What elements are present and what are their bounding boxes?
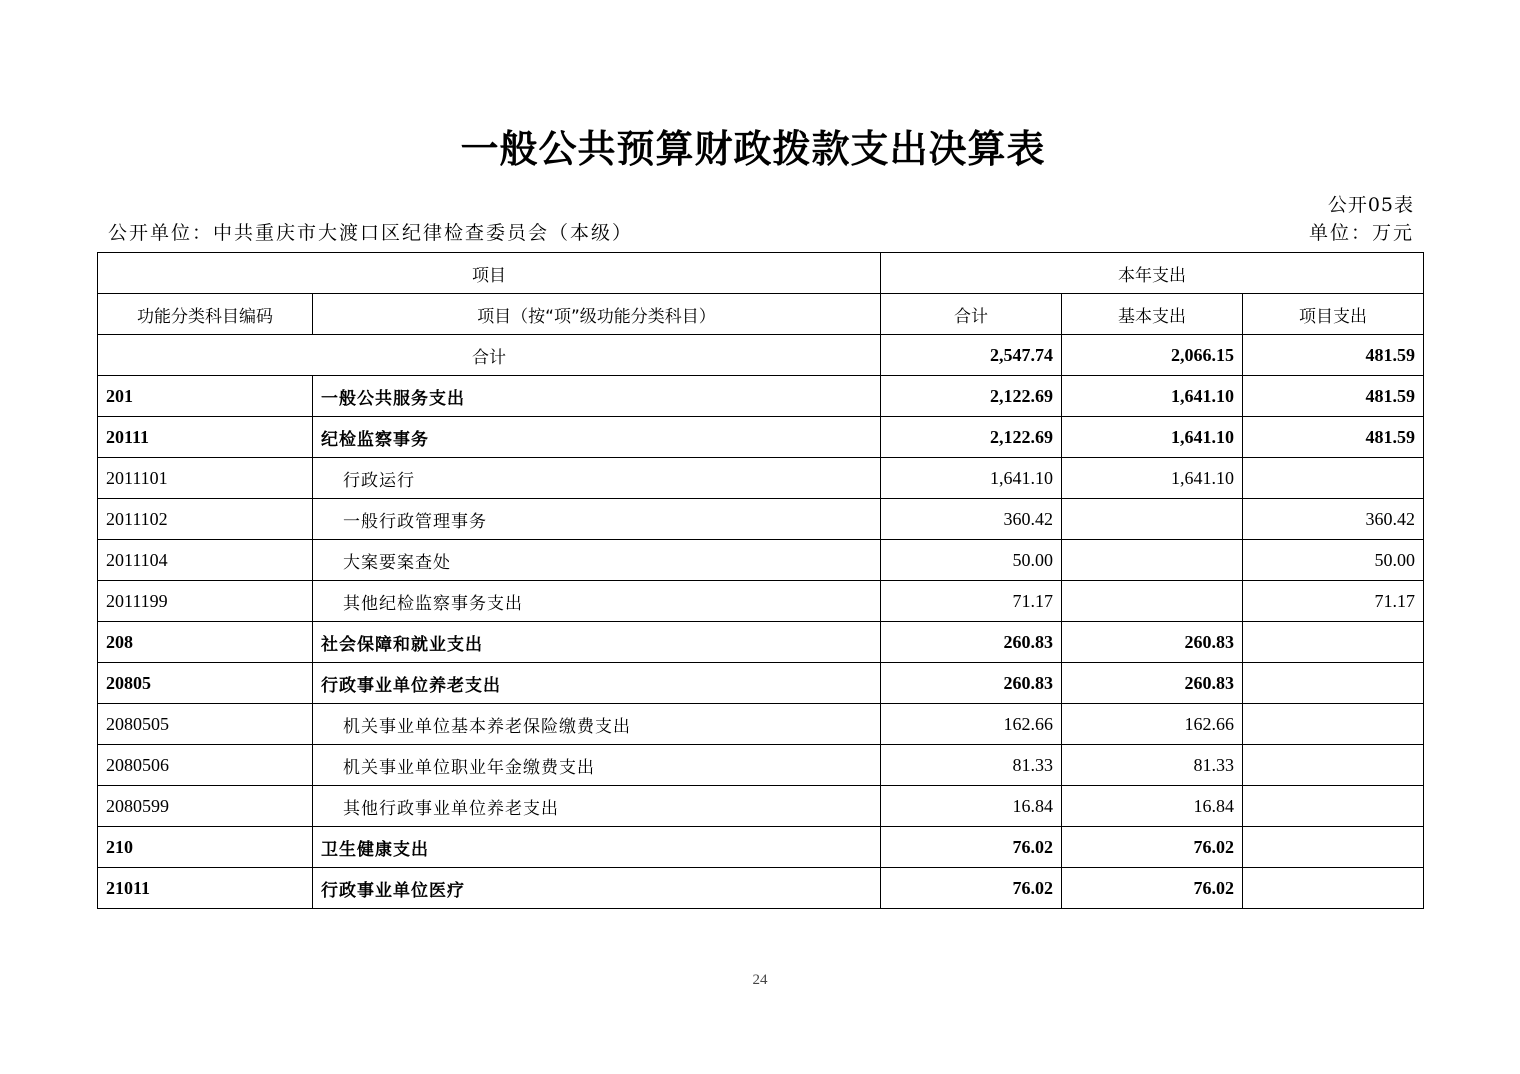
row-total: 76.02: [881, 827, 1062, 868]
row-name: 大案要案查处: [313, 540, 881, 581]
row-project: 360.42: [1243, 499, 1424, 540]
row-code: 2080506: [98, 745, 313, 786]
row-basic: 81.33: [1062, 745, 1243, 786]
table-row: [98, 663, 1424, 704]
row-total: 2,122.69: [881, 376, 1062, 417]
table-row: [98, 827, 1424, 868]
total-row-label: 合计: [98, 335, 881, 376]
row-basic: [1062, 581, 1243, 622]
row-project: [1243, 622, 1424, 663]
header-basic: 基本支出: [1062, 294, 1243, 335]
header-current-year: 本年支出: [881, 253, 1424, 294]
row-project: [1243, 868, 1424, 909]
table-row: [98, 745, 1424, 786]
row-name: 其他行政事业单位养老支出: [313, 786, 881, 827]
row-name: 其他纪检监察事务支出: [313, 581, 881, 622]
row-total: 50.00: [881, 540, 1062, 581]
row-project: [1243, 745, 1424, 786]
row-total: 81.33: [881, 745, 1062, 786]
table-row: [98, 540, 1424, 581]
row-total: 260.83: [881, 663, 1062, 704]
row-name: 机关事业单位基本养老保险缴费支出: [313, 704, 881, 745]
row-name: 机关事业单位职业年金缴费支出: [313, 745, 881, 786]
table-row: [98, 417, 1424, 458]
header-code: 功能分类科目编码: [98, 294, 313, 335]
row-name: 一般行政管理事务: [313, 499, 881, 540]
currency-unit: 单位：万元: [1308, 222, 1414, 244]
row-basic: 16.84: [1062, 786, 1243, 827]
table-row: [98, 868, 1424, 909]
row-total: 16.84: [881, 786, 1062, 827]
row-basic: 1,641.10: [1062, 376, 1243, 417]
expenditure-table: [97, 252, 1424, 909]
row-code: 2080505: [98, 704, 313, 745]
row-basic: 260.83: [1062, 663, 1243, 704]
table-row: [98, 376, 1424, 417]
row-code: 210: [98, 827, 313, 868]
row-code: 2080599: [98, 786, 313, 827]
row-code: 2011104: [98, 540, 313, 581]
row-project: [1243, 704, 1424, 745]
total-row-total: 2,547.74: [881, 335, 1062, 376]
table-row: [98, 704, 1424, 745]
row-basic: [1062, 499, 1243, 540]
row-name: 一般公共服务支出: [313, 376, 881, 417]
row-basic: 76.02: [1062, 827, 1243, 868]
row-basic: 260.83: [1062, 622, 1243, 663]
row-name: 行政事业单位医疗: [313, 868, 881, 909]
row-basic: 1,641.10: [1062, 458, 1243, 499]
table-row: [98, 622, 1424, 663]
row-total: 1,641.10: [881, 458, 1062, 499]
header-row-1: [98, 253, 1424, 294]
row-code: 2011199: [98, 581, 313, 622]
header-project: 项目支出: [1243, 294, 1424, 335]
row-basic: 1,641.10: [1062, 417, 1243, 458]
row-basic: [1062, 540, 1243, 581]
header-item: 项目: [98, 253, 881, 294]
row-basic: 162.66: [1062, 704, 1243, 745]
row-project: [1243, 786, 1424, 827]
row-name: 纪检监察事务: [313, 417, 881, 458]
row-project: [1243, 663, 1424, 704]
table-row: [98, 458, 1424, 499]
row-code: 21011: [98, 868, 313, 909]
row-code: 208: [98, 622, 313, 663]
table-number: 公开05表: [1327, 194, 1414, 216]
row-project: [1243, 827, 1424, 868]
row-basic: 76.02: [1062, 868, 1243, 909]
row-project: 481.59: [1243, 376, 1424, 417]
row-total: 2,122.69: [881, 417, 1062, 458]
page-number: 24: [752, 972, 768, 988]
header-row-2: [98, 294, 1424, 335]
header-total: 合计: [881, 294, 1062, 335]
total-row-basic: 2,066.15: [1062, 335, 1243, 376]
row-total: 162.66: [881, 704, 1062, 745]
total-row-project: 481.59: [1243, 335, 1424, 376]
row-project: 481.59: [1243, 417, 1424, 458]
row-name: 行政事业单位养老支出: [313, 663, 881, 704]
row-code: 2011102: [98, 499, 313, 540]
page-title: 一般公共预算财政拨款支出决算表: [460, 127, 1046, 171]
row-code: 201: [98, 376, 313, 417]
row-code: 20805: [98, 663, 313, 704]
row-name: 行政运行: [313, 458, 881, 499]
row-project: [1243, 458, 1424, 499]
row-name: 社会保障和就业支出: [313, 622, 881, 663]
total-row: [98, 335, 1424, 376]
table-row: [98, 581, 1424, 622]
row-project: 71.17: [1243, 581, 1424, 622]
row-code: 2011101: [98, 458, 313, 499]
header-item-detail: 项目（按“项”级功能分类科目）: [313, 294, 881, 335]
table-row: [98, 499, 1424, 540]
row-total: 260.83: [881, 622, 1062, 663]
row-total: 71.17: [881, 581, 1062, 622]
row-project: 50.00: [1243, 540, 1424, 581]
table-row: [98, 786, 1424, 827]
row-total: 360.42: [881, 499, 1062, 540]
row-code: 20111: [98, 417, 313, 458]
row-name: 卫生健康支出: [313, 827, 881, 868]
reporting-unit: 公开单位：中共重庆市大渡口区纪律检查委员会（本级）: [108, 222, 634, 244]
row-total: 76.02: [881, 868, 1062, 909]
